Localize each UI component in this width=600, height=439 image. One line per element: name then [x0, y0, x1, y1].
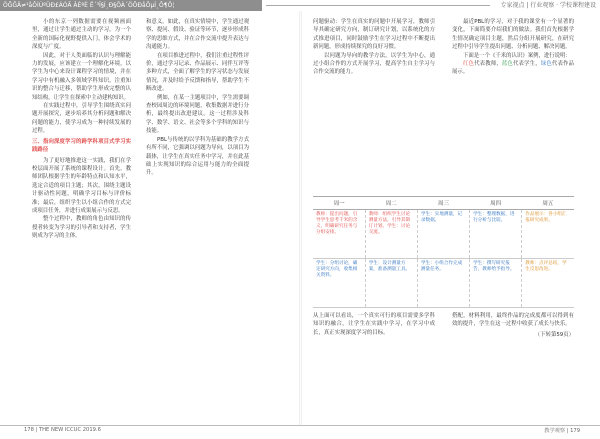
column-3-bottom [313, 312, 435, 337]
paragraph: 以问题为导向的教学方法，以学生为中心，通过小组合作的方式开展学习，提高学生自主学习与合作交流的能力。 [313, 52, 435, 76]
paragraph: 小的东京一列数据需要在视频画面里，通过让学生通过主动的学习，为一个全新的国际化视野提供入门，体会学术的深度与广度。 [32, 19, 131, 51]
paragraph: 为了更好地推进这一实践，我们在学校层面开展了系统的课程设计。首先，教师团队根据学生的年龄特点和认知水平，选定合适的项目主题；其次，围绕主题设计驱动性问题，明确学习目标与评价标准；最后，组织学生以小组合作的方式完成项目任务，并进行成果展示与反思。 [32, 157, 131, 214]
paragraph: 整个过程中，教师的角色由知识的传授者转变为学习的引导者和支持者，学生则成为学习的主体。 [32, 216, 131, 240]
header-rule [266, 5, 490, 6]
table-cell: 学生：分组讨论，确定研究方向，收集相关资料。 [313, 259, 365, 308]
color-legend [452, 60, 574, 77]
table-cell: 教师：组织学生讨论测量方法，引导其制订计划。学生：讨论交流。 [365, 210, 417, 259]
column-2 [146, 18, 249, 178]
paragraph: 因此，对于人类面临的认识与理解能力的发展，应该建立一个理解化环境，以学生为中心来设计课程学习的情境，并在学习中有机融入多领域学科知识，注重知识的整合与迁移，帮助学生形成完整的认知结构，让学生在探索中主动建构知识。 [32, 52, 131, 101]
paragraph: 和意义。如此，在真实情境中，学生通过观察、提问、假设、验证等环节，逐步形成科学的思维方式，并在合作交流中提升表达与沟通能力。 [146, 19, 249, 51]
legend-blue-label: 绿色 [540, 61, 552, 68]
table-cell: 教师：提出问题，引导学生思考千米的含义，明确研究任务与分组安排。 [313, 210, 365, 259]
column-3 [313, 18, 435, 77]
paragraph: 下面是一个《千米的认识》案例，进行说明： [463, 52, 571, 59]
legend-green-text: 代表学生， [513, 61, 541, 68]
header-band [0, 0, 262, 11]
paragraph: 在项目推进过程中，我们注重过程性评价，通过学习记录、作品展示、同伴互评等多种方式，全面了解学生的学习状态与发展情况，并及时给予反馈和指导，帮助学生不断改进。 [146, 52, 249, 93]
column-4-bottom [452, 312, 574, 339]
paragraph: 例如，在某一主题项目中，学生需要调查校园周边的环境问题，收集数据并进行分析，最终提出改进建议。这一过程涉及科学、数学、语文、社会等多个学科的知识与技能。 [146, 94, 249, 135]
table-cell: 教师：点评总结，学生反思改进。 [522, 259, 574, 308]
table-row [313, 210, 574, 259]
table-cell: 学生：实地测量，记录数据。 [417, 210, 469, 259]
table-cell: 学生：设计测量方案，准备测量工具。 [365, 259, 417, 308]
paragraph: 搭配，材料利用，最终作品的完成度都可以得到有效的提升，学生在这一过程中收获了成长与快乐。 [452, 313, 574, 328]
column-4 [452, 18, 574, 77]
table-header-row [313, 197, 574, 210]
table-cell: 学生：撰写研究报告，教师给予指导。 [470, 259, 522, 308]
header-right-text: 专家视点 | 行业观察 · 学校课程建设 [500, 2, 596, 9]
paragraph: PBL与传统的以学科为基础的教学方式有所不同，它强调以问题为导向，以项目为载体，让学生在真实任务中学习，并在此基础上实现知识的综合运用与能力的全面提升。 [146, 136, 249, 177]
table-cell: 学生：小组合作完成测量任务。 [417, 259, 469, 308]
footer-right: 教学观察 | 179 [544, 428, 580, 434]
footer-left: 178 | THE NEW ICCUC 2019.6 [24, 427, 101, 433]
table-header-cell: 周四 [470, 197, 522, 210]
legend-red-text: 代表教师， [474, 61, 502, 68]
paragraph: 从上面可以看出，一个真实可行的项目需要多学科知识的融合，让学生在实践中学习，在学习中成长，真正实现深度学习的目标。 [313, 313, 435, 336]
page-gutter [299, 11, 302, 425]
running-header [0, 0, 600, 11]
legend-red-label: 红色 [463, 61, 475, 68]
section-heading: 三、指向深度学习的跨学科项目式学习实践路径 [32, 138, 131, 154]
legend-blue-text: 代表作品展示。 [452, 61, 574, 76]
table-header-cell: 周三 [417, 197, 469, 210]
table-row [313, 259, 574, 308]
paragraph: 最近PBL的学习，对于我的课堂有一个显著的变化，下面简要介绍我们的做法。我们首先根据学生情况确定项目主题，然后分组开展研究，在研究过程中引导学生提出问题、分析问题、解决问题。 [452, 19, 574, 51]
paragraph: 问题驱动：学生在真实的问题中开展学习，教师引导其确定研究方向，制订研究计划，以系统化的方式推进项目，同时鼓励学生在学习过程中不断提出新问题，形成持续探究的良好习惯。 [313, 19, 435, 51]
header-left-text: ÖĞĞÄ≠¹åÔÍÚºÜÐ£ÁÓÃ ÂÈºÈ Ë´³Î§Í¸Ð§ÕÀ´ÖÕÐåÔµÍ¸Ô¶Ö¦ [3, 2, 175, 9]
legend-green-label: 蓝色 [501, 61, 513, 68]
footer-rule [0, 425, 600, 426]
schedule-table [313, 196, 574, 308]
table-cell: 学生：整理数据，进行分析与比较。 [470, 210, 522, 259]
table-cell: 作品展示：各小组汇报研究成果。 [522, 210, 574, 259]
continued-note: （下转第59页） [534, 331, 574, 338]
table-header-cell: 周二 [365, 197, 417, 210]
table-header-cell: 周五 [522, 197, 574, 210]
table-header-cell: 周一 [313, 197, 365, 210]
paragraph: 在实践过程中，引导学生围绕真实问题开展探究，逐步培养其分析问题和解决问题的能力，使学习成为一种持续发展的过程。 [32, 103, 131, 135]
column-1 [32, 18, 131, 241]
